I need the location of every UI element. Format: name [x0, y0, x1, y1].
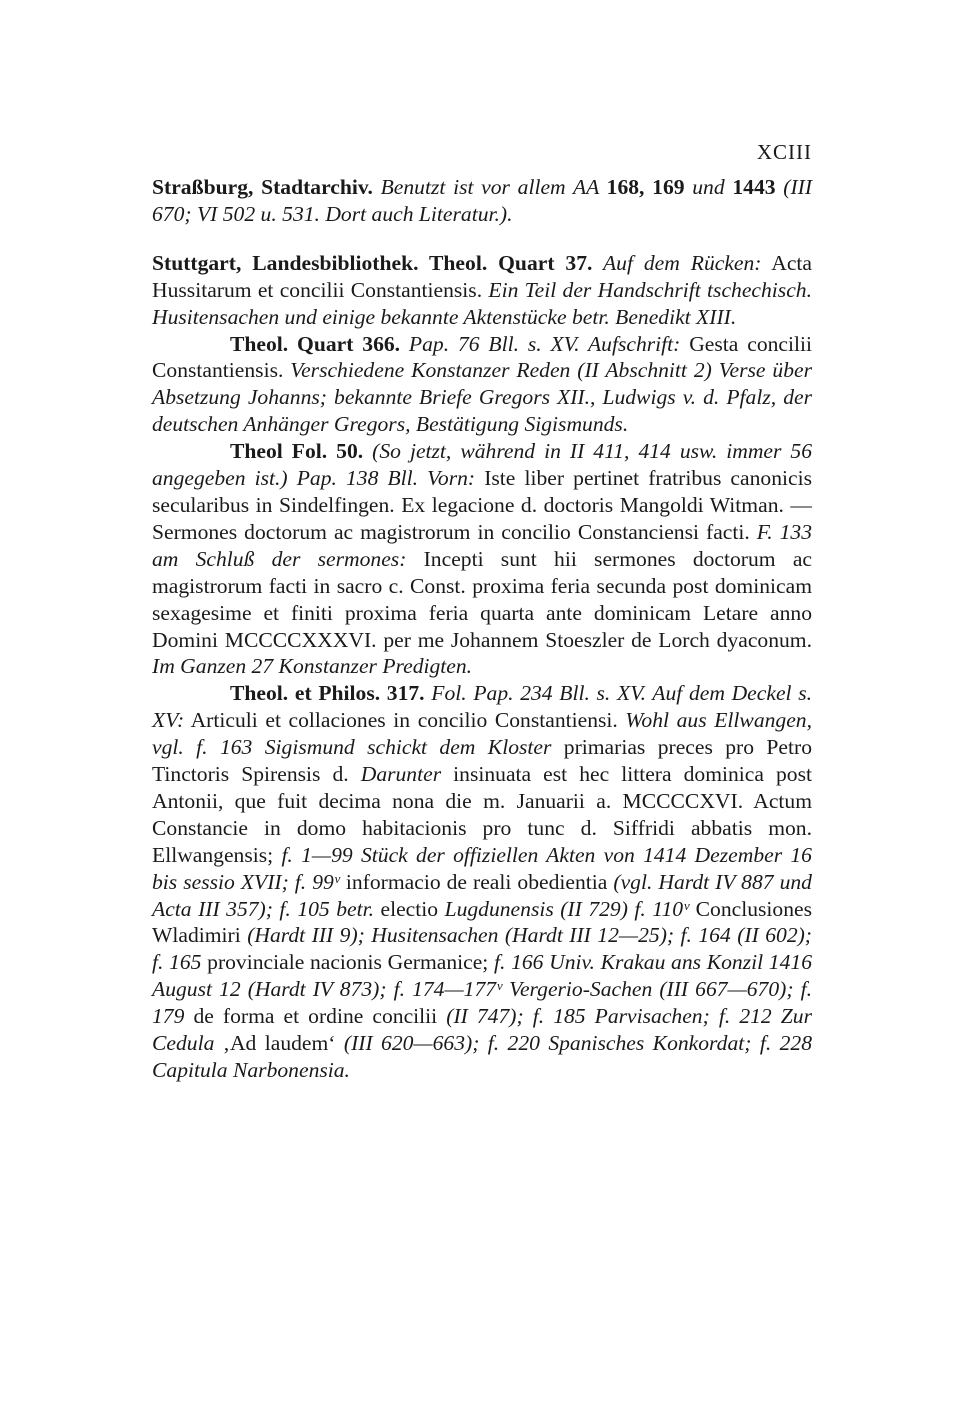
entry-heading: 168, 169: [606, 175, 685, 199]
roman-text: Iste liber pertinet fratribus canonicis secularibus in Sindelfingen. Ex legacione d. doctoris Mangoldi Witman. — Sermones doctorum ac magistrorum in concilio Constanciensi facti.: [152, 466, 812, 544]
roman-text: electio: [374, 896, 445, 921]
entry-theol-fol-50: [152, 438, 812, 680]
italic-text: F. 133 am Schluß der sermones:: [152, 519, 813, 571]
italic-text: Im Ganzen 27 Konstanzer Predigten.: [152, 654, 473, 679]
italic-text: Auf dem Rücken:: [592, 250, 762, 275]
roman-text: Incepti sunt hii sermones doctorum ac magistrorum facti in sacro c. Const. proxima feria secunda post dominicam sexagesime et finiti proxima feria quarta ante dominicam Letare anno Domini MCCCCXXXVI. per me Johannem Stoeszler de Lorch dyaconum.: [152, 546, 812, 652]
italic-text: Verschiedene Konstanzer Reden (II Abschnitt 2) Verse über Absetzung Johanns; bekannte Briefe Gregors XII., Ludwigs v. d. Pfalz, der deutschen Anhänger Gregors, Bestätigung Sigismunds.: [152, 358, 812, 437]
italic-text: Fol. Pap. 234 Bll. s. XV. Auf dem Deckel s. XV:: [152, 681, 813, 733]
entry-heading: Theol Fol. 50.: [230, 439, 364, 464]
roman-text: Acta Hussitarum et concilii Constantiensis.: [152, 250, 812, 302]
entry-heading: Straßburg, Stadtarchiv.: [152, 175, 373, 199]
italic-text: (III 620—663); f. 220 Spanisches Konkordat; f. 228 Capitula Narbonensia.: [152, 1031, 812, 1082]
italic-text: (II 747); f. 185 Parvisachen; f. 212 Zur Cedula: [152, 1004, 812, 1056]
entry-stuttgart-intro: [152, 250, 812, 331]
italic-text: f. 1—99 Stück der offiziellen Akten von 1414 Dezember 16 bis sessio XVII; f. 99ᵛ: [152, 842, 812, 894]
entry-heading: Stuttgart, Landesbibliothek. Theol. Quart 37.: [152, 250, 593, 275]
roman-text: Gesta concilii Constantiensis.: [152, 331, 812, 383]
italic-text: Pap. 76 Bll. s. XV. Aufschrift:: [400, 331, 681, 356]
roman-text: Articuli et collaciones in concilio Constantiensi.: [184, 708, 626, 733]
italic-text: (III 670; VI 502 u. 531. Dort auch Literatur.).: [152, 175, 813, 226]
roman-text: informacio de reali obedientia: [339, 869, 614, 894]
italic-text: (Hardt III 9); Husitensachen (Hardt III 12—25); f. 164 (II 602); f. 165: [152, 923, 812, 975]
page-number: XCIII: [756, 140, 812, 164]
italic-text: Ein Teil der Handschrift tschechisch. Husitensachen und einige bekannte Aktenstücke betr. Benedikt XIII.: [152, 277, 812, 329]
roman-text: primarias preces pro Petro Tinctoris Spirensis d.: [152, 735, 812, 787]
italic-text: (vgl. Hardt IV 887 und Acta III 357); f. 105 betr.: [152, 869, 812, 921]
entry-strassburg: [152, 174, 812, 228]
entry-theol-quart-366: [152, 331, 812, 439]
italic-text: f. 166 Univ. Krakau ans Konzil 1416 August 12 (Hardt IV 873); f. 174—177ᵛ Vergerio-Sachen (III 667—670); f. 179: [152, 950, 812, 1029]
italic-text: Lugdunensis (II 729) f. 110ᵛ: [444, 896, 690, 921]
roman-text: de forma et ordine concilii: [184, 1004, 447, 1029]
entry-theol-et-philos-317: [152, 680, 812, 1084]
entry-heading: Theol. Quart 366.: [230, 331, 401, 356]
document-page: [152, 138, 812, 1084]
italic-text: Wohl aus Ellwangen, vgl. f. 163 Sigismund schickt dem Kloster: [152, 708, 812, 760]
entry-stuttgart: [152, 250, 812, 1084]
italic-text: (So jetzt, während in II 411, 414 usw. immer 56 angegeben ist.) Pap. 138 Bll. Vorn:: [152, 439, 813, 491]
entry-heading: Theol. et Philos. 317.: [230, 681, 425, 706]
roman-text: Conclusiones Wladimiri: [152, 896, 812, 948]
roman-text: provinciale nacionis Germanice;: [201, 950, 494, 975]
italic-text: und: [684, 175, 733, 199]
italic-text: Benutzt ist vor allem AA: [372, 175, 607, 199]
italic-text: Darunter: [360, 762, 442, 787]
roman-text: ‚Ad laudem‘: [214, 1031, 344, 1056]
roman-text: insinuata est hec littera dominica post Antonii, que fuit decima nona die m. Januarii a. MCCCCXVI. Actum Constancie in domo habitacionis pro tunc d. Siffridi abbatis mon. Ellwangensis;: [152, 762, 812, 867]
entry-heading: 1443: [732, 175, 776, 199]
